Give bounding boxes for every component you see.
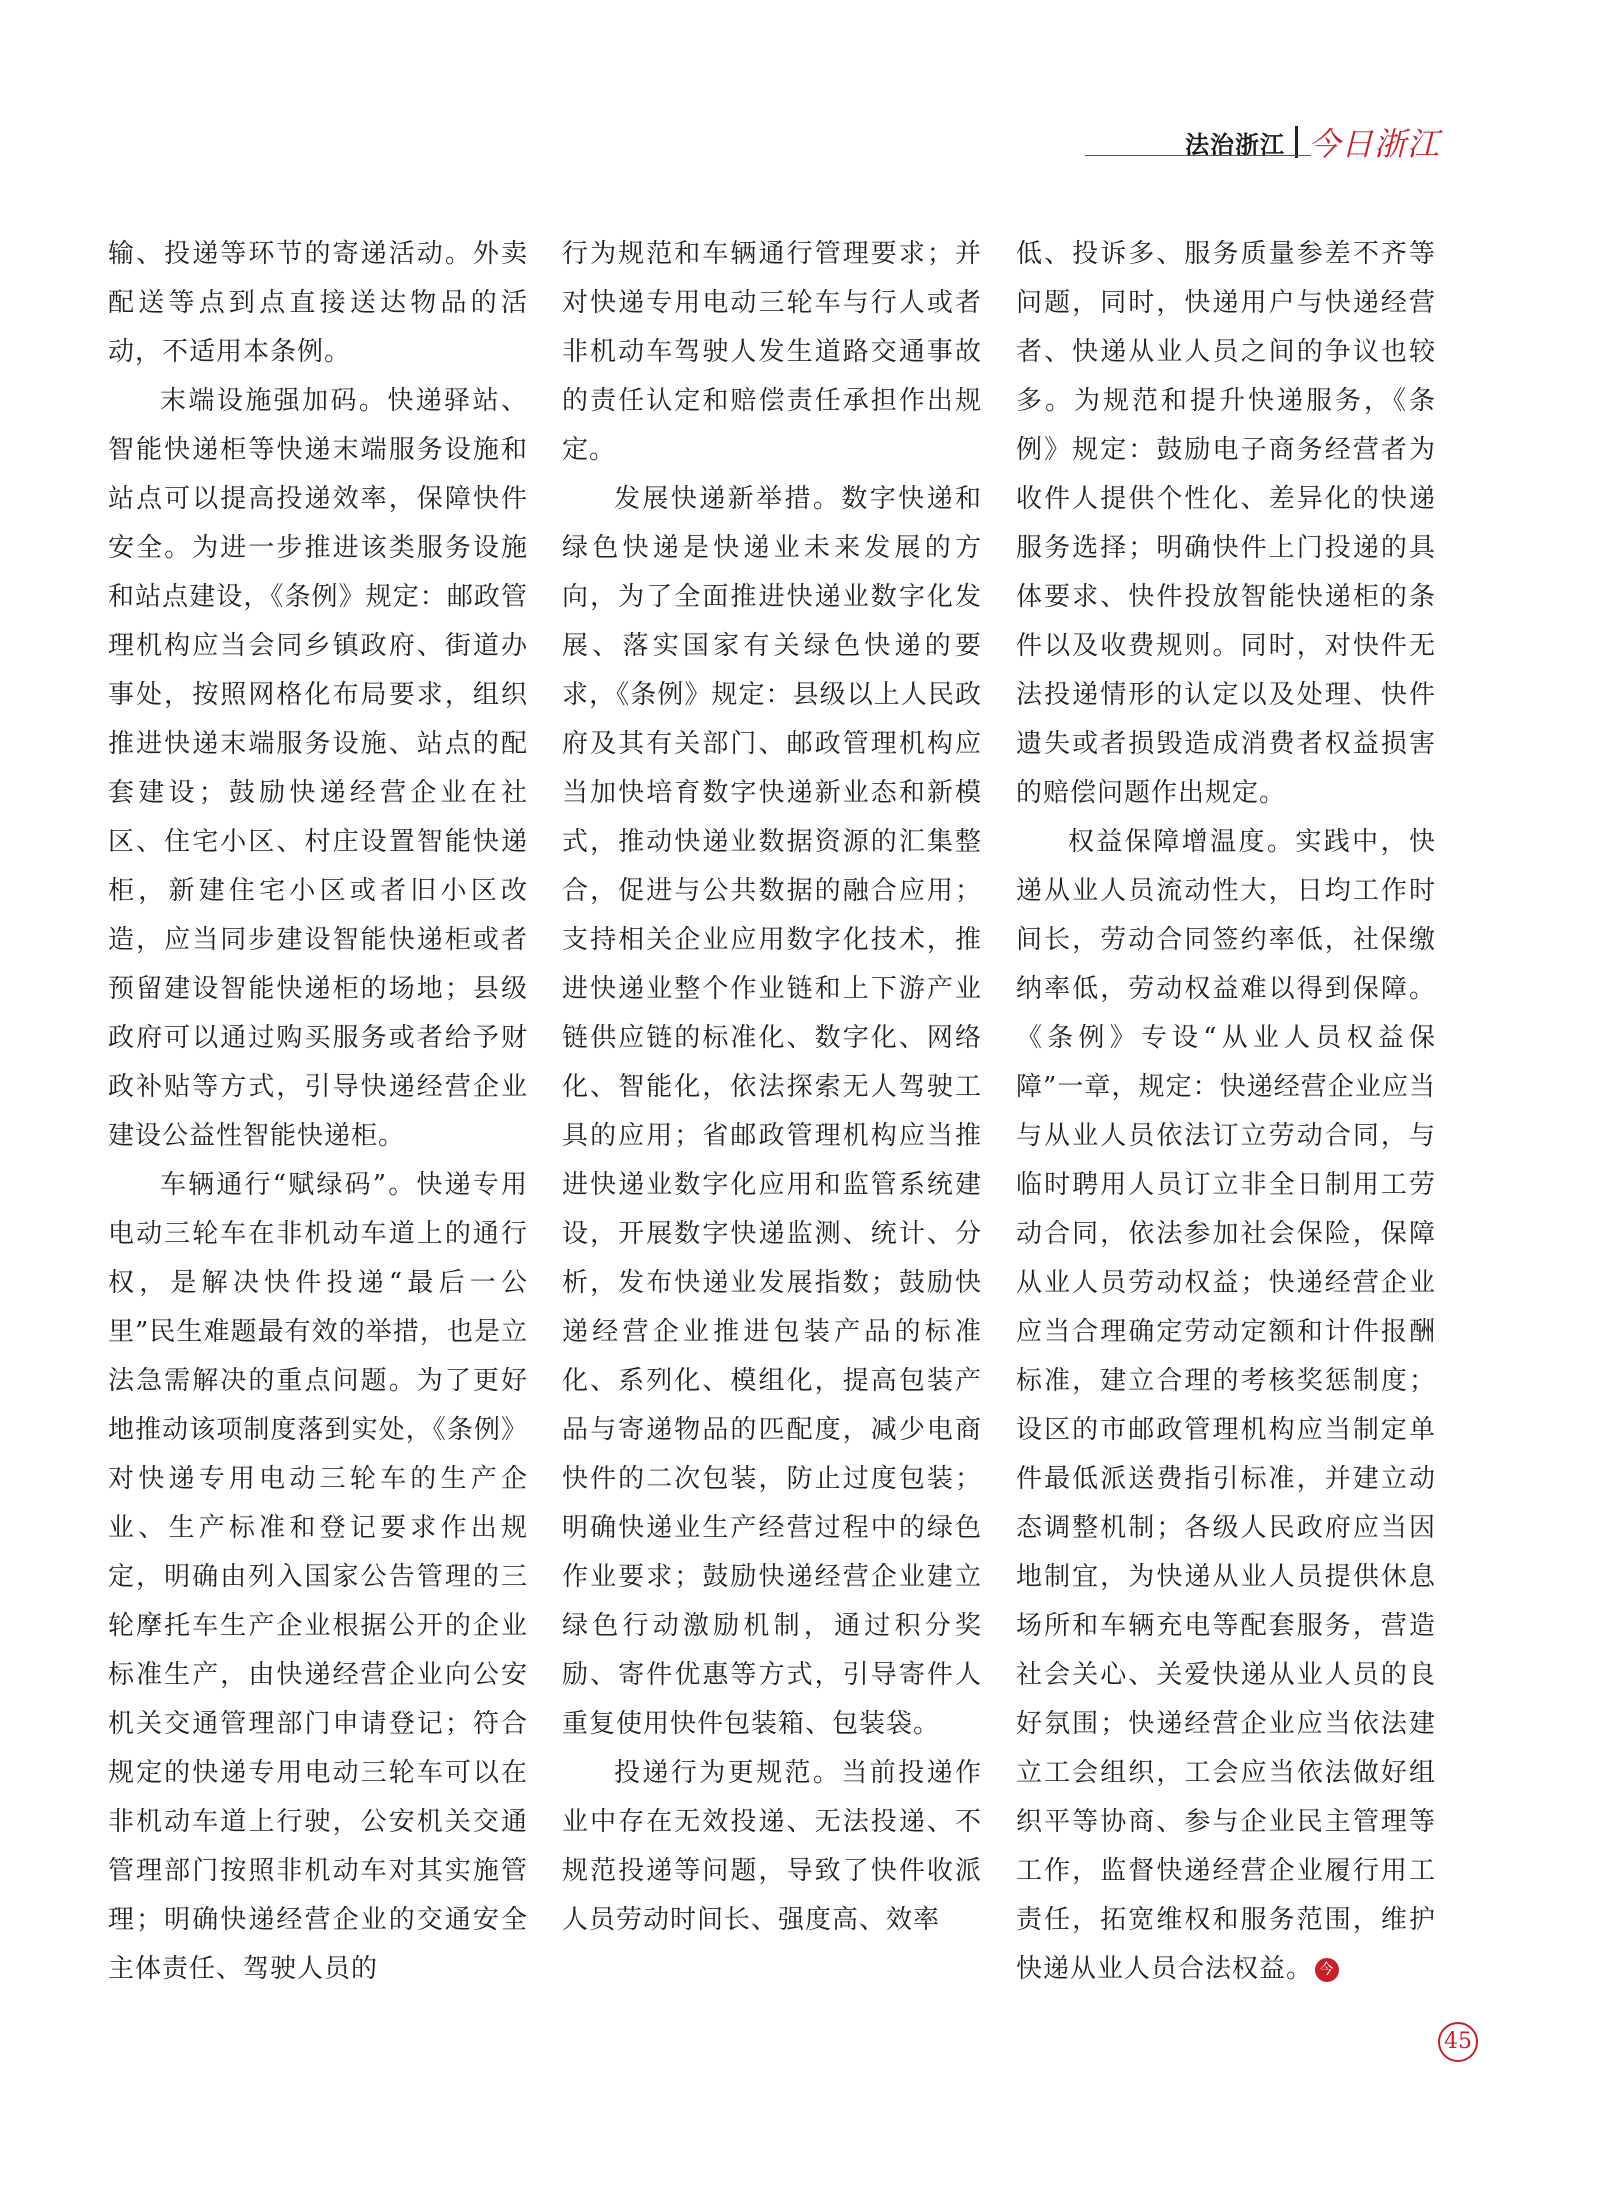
paragraph-text: 权益保障增温度。实践中，快递从业人员流动性大，日均工作时间长，劳动合同签约率低，社保缴纳率低，劳动权益难以得到保障。《条例》专设“从业人员权益保障”一章，规定：快递经营企业应当与从业人员依法订立劳动合同，与临时聘用人员订立非全日制用工劳动合同，依法参加社会保险，保障从业人员劳动权益；快递经营企业应当合理确定劳动定额和计件报酬标准，建立合理的考核奖惩制度；设区的市邮政管理机构应当制定单件最低派送费指引标准，并建立动态调整机制；各级人民政府应当因地制宜，为快递从业人员提供休息场所和车辆充电等配套服务，营造社会关心、关爱快递从业人员的良好氛围；快递经营企业应当依法建立工会组织，工会应当依法做好组织平等协商、参与企业民主管理等工作，监督快递经营企业履行用工责任，拓宽维权和服务范围，维护快递从业人员合法权益。 bbox=[1016, 827, 1436, 1984]
paragraph: 低、投诉多、服务质量参差不齐等问题，同时，快递用户与快递经营者、快递从业人员之间的争议也较多。为规范和提升快递服务，《条例》规定：鼓励电子商务经营者为收件人提供个性化、差异化的快递服务选择；明确快件上门投递的具体要求、快件投放智能快递柜的条件以及收费规则。同时，对快件无法投递情形的认定以及处理、快件遗失或者损毁造成消费者权益损害的赔偿问题作出规定。 bbox=[1016, 239, 1436, 808]
magazine-logo: 今日浙江 bbox=[1307, 125, 1440, 163]
header-divider bbox=[1295, 126, 1298, 158]
page-header bbox=[1185, 118, 1440, 166]
page-number: 45 bbox=[1438, 2022, 1478, 2062]
paragraph: 行为规范和车辆通行管理要求；并对快递专用电动三轮车与行人或者非机动车驾驶人发生道路交通事故的责任认定和赔偿责任承担作出规定。 bbox=[562, 239, 982, 465]
paragraph: 投递行为更规范。当前投递作业中存在无效投递、无法投递、不规范投递等问题，导致了快件收派人员劳动时间长、强度高、效率 bbox=[562, 1758, 982, 1935]
article-column-1 bbox=[108, 230, 528, 1994]
section-title: 法治浙江 bbox=[1184, 130, 1285, 159]
end-mark-icon: 今 bbox=[1315, 1958, 1339, 1982]
article-column-2 bbox=[562, 230, 982, 1945]
paragraph-last bbox=[1016, 818, 1436, 1994]
article-column-3 bbox=[1016, 230, 1436, 1994]
paragraph: 车辆通行“赋绿码”。快递专用电动三轮车在非机动车道上的通行权，是解决快件投递“最后一公里”民生难题最有效的举措，也是立法急需解决的重点问题。为了更好地推动该项制度落到实处，《条例》对快递专用电动三轮车的生产企业、生产标准和登记要求作出规定，明确由列入国家公告管理的三轮摩托车生产企业根据公开的企业标准生产，由快递经营企业向公安机关交通管理部门申请登记；符合规定的快递专用电动三轮车可以在非机动车道上行驶，公安机关交通管理部门按照非机动车对其实施管理；明确快递经营企业的交通安全主体责任、驾驶人员的 bbox=[108, 1170, 528, 1984]
paragraph: 输、投递等环节的寄递活动。外卖配送等点到点直接送达物品的活动，不适用本条例。 bbox=[108, 239, 528, 367]
paragraph: 发展快递新举措。数字快递和绿色快递是快递业未来发展的方向，为了全面推进快递业数字化发展、落实国家有关绿色快递的要求，《条例》规定：县级以上人民政府及其有关部门、邮政管理机构应当加快培育数字快递新业态和新模式，推动快递业数据资源的汇集整合，促进与公共数据的融合应用；支持相关企业应用数字化技术，推进快递业整个作业链和上下游产业链供应链的标准化、数字化、网络化、智能化，依法探索无人驾驶工具的应用；省邮政管理机构应当推进快递业数字化应用和监管系统建设，开展数字快递监测、统计、分析，发布快递业发展指数；鼓励快递经营企业推进包装产品的标准化、系列化、模组化，提高包装产品与寄递物品的匹配度，减少电商快件的二次包装，防止过度包装；明确快递业生产经营过程中的绿色作业要求；鼓励快递经营企业建立绿色行动激励机制，通过积分奖励、寄件优惠等方式，引导寄件人重复使用快件包装箱、包装袋。 bbox=[562, 484, 982, 1739]
header-rule bbox=[1085, 155, 1311, 156]
paragraph: 末端设施强加码。快递驿站、智能快递柜等快递末端服务设施和站点可以提高投递效率，保障快件安全。为进一步推进该类服务设施和站点建设，《条例》规定：邮政管理机构应当会同乡镇政府、街道办事处，按照网格化布局要求，组织推进快递末端服务设施、站点的配套建设；鼓励快递经营企业在社区、住宅小区、村庄设置智能快递柜，新建住宅小区或者旧小区改造，应当同步建设智能快递柜或者预留建设智能快递柜的场地；县级政府可以通过购买服务或者给予财政补贴等方式，引导快递经营企业建设公益性智能快递柜。 bbox=[108, 386, 528, 1151]
